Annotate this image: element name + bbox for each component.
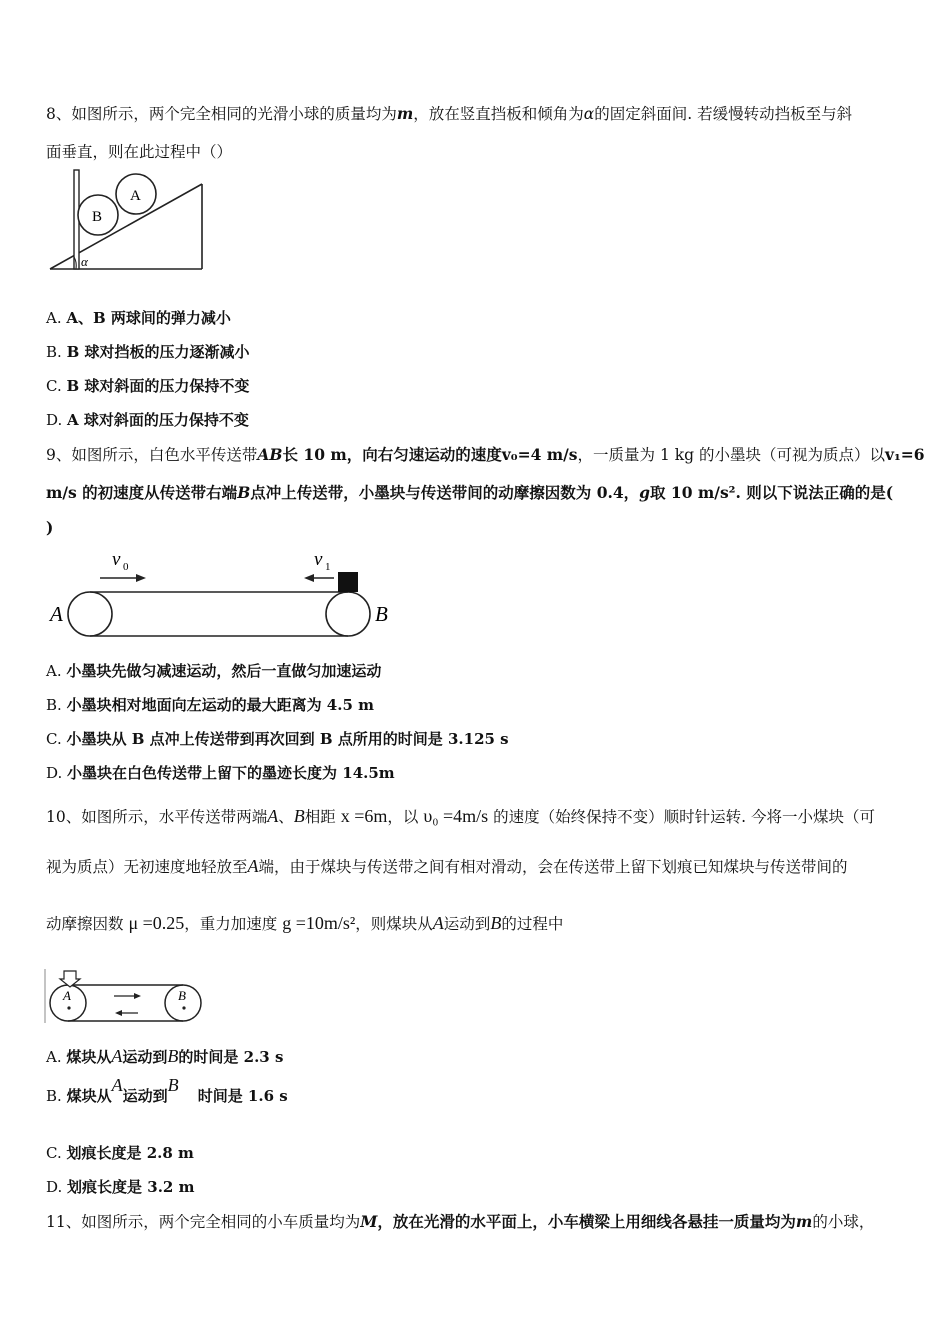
q8-option-b[interactable] [46,341,249,362]
option-text: 划痕长度是 2.8 m [66,1144,194,1162]
q10-option-d[interactable] [46,1176,194,1197]
option-prefix: C. [46,1144,62,1162]
option-text: 运动到 [122,1048,168,1066]
q8-mass-symbol: m [396,104,414,123]
option-prefix: B. [46,1087,62,1105]
q10-distance: x =6m [340,806,388,826]
option-point-a: A [111,1075,123,1095]
q10-text: 、 [278,808,294,826]
q9-belt-symbol: AB [257,445,283,464]
angle-label: α [81,254,88,269]
q10-point-a: A [247,856,259,876]
q9-stem-line-3 [46,518,53,537]
left-motion-arrowhead [115,1010,122,1016]
option-prefix: C. [46,377,62,395]
q10-gravity: g =10m/s² [282,913,356,933]
q10-text: 的过程中 [501,915,564,933]
q9-v1: v₁=6 [885,445,925,464]
option-prefix: C. [46,730,62,748]
v1-arrowhead [304,574,314,582]
option-text: 小墨块先做匀减速运动，然后一直做匀加速运动 [66,662,382,680]
v0-subscript: 0 [123,561,129,573]
option-prefix: D. [46,1178,63,1196]
q8-stem-line-2: 面垂直，则在此过程中（） [46,143,233,161]
q11-cart-mass: M [360,1212,378,1231]
q9-text: ，一质量为 1 kg 的小墨块（可视为质点）以 [577,446,886,464]
q10-belt-figure [44,967,210,1027]
q9-g-symbol: g [639,483,651,502]
q9-stem-line-1 [46,443,925,465]
q11-text: ，放在光滑的水平面上，小车横梁上用细线各悬挂一质量均为 [377,1212,796,1231]
q8-stem-line-1 [46,102,852,124]
ink-block [338,572,358,592]
q11-stem-line-1 [46,1210,874,1232]
q10-text: 运动到 [443,915,491,933]
v0-arrowhead [136,574,146,582]
q9-stem-line-2 [46,481,893,503]
q10-text: ，重力加速度 [184,915,278,933]
option-text: 小墨块在白色传送带上留下的墨迹长度为 14.5m [67,764,395,782]
left-axle-dot [67,1006,70,1009]
q8-option-d[interactable] [46,409,249,430]
option-point-b: B [167,1075,179,1095]
q9-option-a[interactable] [46,660,381,681]
option-point-a: A [111,1046,123,1066]
q10-point-b: B [490,913,502,933]
q9-text: 长 10 m，向右匀速运动的速度 [282,445,502,464]
option-text: 划痕长度是 3.2 m [67,1178,195,1196]
option-text: 小墨块从 B 点冲上传送带到再次回到 B 点所用的时间是 3.125 s [66,730,509,748]
q10-point-a: A [267,806,279,826]
q9-text: 点冲上传送带，小墨块与传送带间的动摩擦因数为 0.4， [250,483,640,502]
ball-a-label: A [130,188,141,204]
q10-text: ，以 [387,808,419,826]
left-pulley-label: A [63,988,71,1003]
q11-ball-mass: m [795,1212,813,1231]
option-text: 时间是 1.6 s [197,1087,288,1105]
q9-option-b[interactable] [46,694,374,715]
option-text: 煤块从 [66,1087,112,1105]
q11-text: 的小球， [812,1213,875,1231]
v0-label: v [112,549,121,570]
q10-text: 端，由于煤块与传送带之间有相对滑动，会在传送带上留下划痕已知煤块与传送带间的 [258,858,848,876]
right-roller [326,592,370,636]
q10-point-b: B [293,806,305,826]
q11-text: 11、如图所示，两个完全相同的小车质量均为 [46,1213,361,1231]
q8-angle-symbol: α [583,105,595,123]
option-text: A 球对斜面的压力保持不变 [67,411,249,429]
ball-b-label: B [92,209,103,225]
option-text: A、B 两球间的弹力减小 [66,309,231,327]
option-prefix: B. [46,696,62,714]
option-text: B 球对斜面的压力保持不变 [66,377,250,395]
q9-point-b: B [237,483,251,502]
q10-text: 相距 [304,808,336,826]
option-text: 小墨块相对地面向左运动的最大距离为 4.5 m [66,696,374,714]
option-text: 煤块从 [66,1048,112,1066]
right-axle-dot [182,1006,185,1009]
q8-incline-figure [46,168,208,274]
q9-option-c[interactable] [46,728,509,749]
option-prefix: D. [46,764,63,782]
option-prefix: A. [46,1048,62,1066]
q10-speed: υ₀ =4m/s [423,806,489,826]
q10-friction-coeff: μ =0.25 [128,913,185,933]
q10-text: 动摩擦因数 [46,915,124,933]
q10-option-a[interactable] [46,1046,283,1067]
q8-option-c[interactable] [46,375,249,396]
q10-text: ，则煤块从 [355,915,433,933]
q9-belt-figure [46,545,406,645]
option-text: B 球对挡板的压力逐渐减小 [66,343,250,361]
left-roller [68,592,112,636]
q10-stem-line-2 [46,855,848,877]
v1-label: v [314,549,323,570]
q10-point-a: A [432,913,444,933]
q10-text: 10、如图所示，水平传送带两端 [46,808,268,826]
option-prefix: A. [46,662,62,680]
q10-text: 视为质点）无初速度地轻放至 [46,858,248,876]
q8-text: ，放在竖直挡板和倾角为 [413,105,584,123]
q9-text: ) [46,518,54,537]
right-pulley-label: B [178,988,186,1003]
right-end-label: B [375,602,388,626]
option-prefix: D. [46,411,63,429]
right-motion-arrowhead [134,993,141,999]
q10-text: 的速度（始终保持不变）顺时针运转. 今将一小煤块（可 [493,808,875,826]
q8-text: 的固定斜面间. 若缓慢转动挡板至与斜 [594,105,853,123]
option-prefix: B. [46,343,62,361]
q9-text: m/s 的初速度从传送带右端 [46,483,238,502]
q9-option-d[interactable] [46,762,395,783]
q9-text: 取 10 m/s². 则以下说法正确的是( [650,483,894,502]
option-text: 运动到 [122,1087,168,1105]
q9-text: 9、如图所示，白色水平传送带 [46,446,258,464]
q10-stem-line-1 [46,805,875,827]
q9-v0: v₀=4 m/s [501,445,578,464]
option-prefix: A. [46,309,62,327]
q10-option-b[interactable] [46,1075,288,1106]
q8-text: 8、如图所示，两个完全相同的光滑小球的质量均为 [46,105,397,123]
q10-stem-line-3 [46,912,563,934]
q8-option-a[interactable] [46,307,231,328]
v1-subscript: 1 [325,561,331,573]
option-point-b: B [167,1046,179,1066]
left-end-label: A [50,602,63,626]
option-text: 的时间是 2.3 s [178,1048,284,1066]
q10-option-c[interactable] [46,1142,194,1163]
